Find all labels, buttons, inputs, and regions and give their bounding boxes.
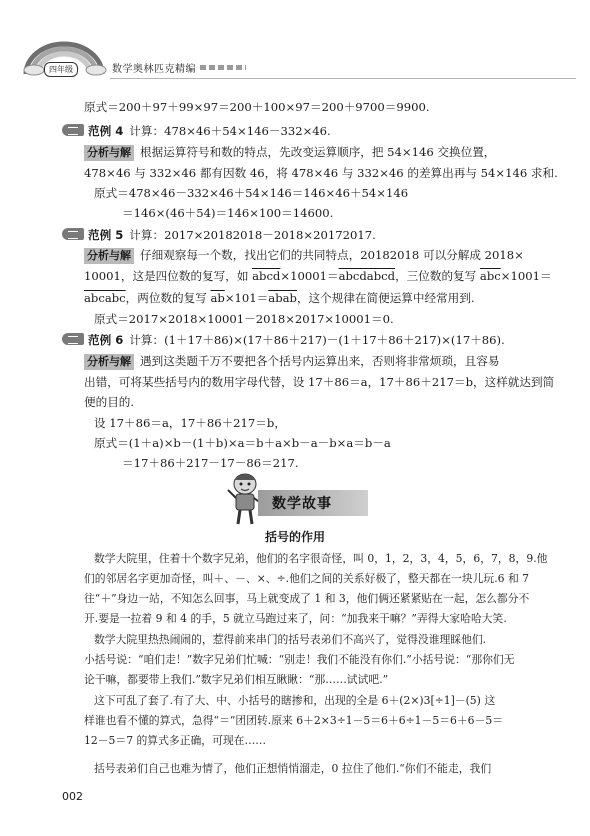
example-question: 计算：(1＋17＋86)×(17＋86＋217)－(1＋17＋86＋217)×(17＋86). [129, 333, 505, 347]
story-line: 数学大院里热热闹闹的，惹得前来串门的括号表弟们不高兴了，觉得没谁理睬他们. [94, 633, 487, 646]
text-span: ，两位数的复写 [125, 291, 211, 305]
text-line: 原式＝(1＋a)×b－(1＋b)×a＝b＋a×b－a－b×a＝b－a [94, 436, 391, 450]
story-line: 数学大院里，住着十个数字兄弟，他们的名字很奇怪，叫 0，1，2，3，4，5，6，7，8，9.他 [94, 552, 548, 565]
example-arrow-icon [62, 333, 84, 345]
grade-badge: 四年级 [44, 62, 78, 77]
text-span: ×101＝ [224, 291, 269, 305]
example-question: 计算：2017×20182018－2018×20172017. [129, 228, 376, 242]
overline-span: $\overline{ab}$ [210, 291, 225, 305]
analysis-tag: 分析与解 [84, 248, 134, 264]
text-span: ，三位数的复写 [395, 269, 480, 283]
example-question: 计算：478×46＋54×146－332×46. [129, 124, 331, 138]
story-line: 论干嘛，都要带上我们.”数字兄弟们相互瞅瞅：“那……试试吧.” [84, 673, 389, 686]
text-span: ，这个规律在简便运算中经常用到. [296, 291, 475, 305]
analysis-line [84, 246, 524, 264]
text-span: 遇到这类题千万不要把各个括号内运算出来，否则将非常烦琐，且容易 [140, 354, 500, 368]
header-decoration [200, 65, 246, 70]
story-title: 括号的作用 [264, 530, 325, 544]
story-line: 括号表弟们自己也难为情了，他们正想悄悄溜走，0 拉住了他们.“你们不能走，我们 [94, 762, 492, 775]
overline-span: abcd [252, 269, 281, 283]
story-line: 这下可乱了套了.有了大、中、小括号的瞎掺和，出现的全是 6＋(2×)3[÷1]－(5) 这 [94, 694, 496, 707]
example-label: 范例 5 [88, 228, 124, 242]
text-span: ×1001＝ [500, 269, 552, 283]
text-line: 原式＝478×46－332×46＋54×146＝146×46＋54×146 [94, 186, 409, 200]
text-span: 根据运算符号和数的特点，先改变运算顺序，把 54×146 交换位置， [140, 145, 496, 159]
text-span: ×10001＝ [280, 269, 339, 283]
story-banner-title: 数学故事 [272, 496, 332, 512]
text-line [84, 289, 475, 307]
text-span: 10001，这是四位数的复写，如 [84, 269, 253, 283]
page-header [18, 36, 578, 80]
example-6 [62, 331, 505, 349]
text-line: ＝146×(46＋54)＝146×100＝14600. [122, 206, 334, 220]
story-line: 小括号说：“咱们走！”数字兄弟们忙喊：“别走！我们不能没有你们.”小括号说：“那你们无 [84, 653, 515, 666]
text-line: 出错，可将某些括号内的数用字母代替，设 17＋86＝a，17＋86＋217＝b，这样就达到简 [84, 375, 555, 389]
text-line: 便的目的. [84, 395, 135, 409]
example-4 [62, 122, 331, 140]
story-line: 样谁也看不懂的算式，急得“＝”团团转.原来 6＋2×3÷1－5＝6＋6÷1－5＝6＋6－5＝ [84, 714, 503, 727]
example-label: 范例 4 [88, 124, 124, 138]
overline-span: $\overline{abc}$ [479, 269, 501, 283]
header-rule [110, 78, 576, 79]
text-span: 仔细观察每一个数，找出它们的共同特点，20182018 可以分解成 2018× [140, 248, 524, 262]
analysis-line [84, 352, 499, 370]
story-line: 往“＋”身边一站，不知怎么回事，马上就变成了 1 和 3，他们俩还紧紧贴在一起，怎么都分不 [84, 592, 530, 605]
page-number: 002 [62, 790, 83, 803]
story-line: 12－5＝7 的算式多正确，可现在…… [84, 734, 267, 747]
example-arrow-icon [62, 228, 84, 240]
overline-span: abab [268, 291, 297, 305]
story-line: 开.要是一拉着 9 和 4 的手，5 就立马跑过来了，问：“加我来干嘛？”弄得大家哈哈大笑. [84, 612, 507, 625]
text-line: 设 17＋86＝a，17＋86＋217＝b， [94, 416, 286, 430]
overline-span: abcdabcd [338, 269, 396, 283]
book-title: 数学奥林匹克精编 [112, 64, 196, 75]
example-arrow-icon [62, 124, 84, 136]
story-line: 们的邻居名字更加奇怪，叫＋、－、×、÷.他们之间的关系好极了，整天都在一块儿玩.6 和 7 [84, 572, 530, 585]
example-5 [62, 226, 376, 244]
analysis-tag: 分析与解 [84, 354, 134, 370]
text-line: 原式＝200＋97＋99×97＝200＋100×97＝200＋9700＝9900. [84, 100, 430, 114]
text-line [84, 267, 552, 285]
text-line: 478×46 与 332×46 都有因数 46，将 478×46 与 332×46 的差算出再与 54×146 求和. [84, 166, 558, 180]
text-line: ＝17＋86＋217－17－86＝217. [122, 456, 299, 470]
analysis-tag: 分析与解 [84, 145, 134, 161]
overline-span: abcabc [84, 291, 126, 305]
analysis-line [84, 143, 495, 161]
example-label: 范例 6 [88, 333, 124, 347]
text-line: 原式＝2017×2018×10001－2018×2017×10001＝0. [94, 312, 394, 326]
